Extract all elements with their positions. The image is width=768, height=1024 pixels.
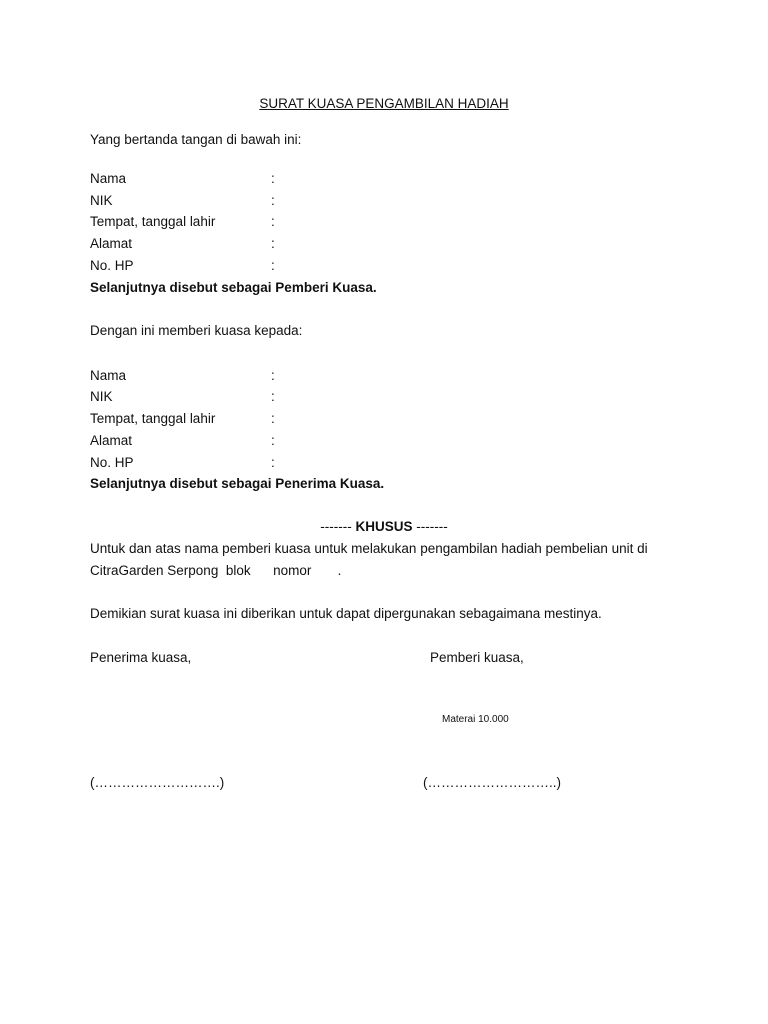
field-label-nama: Nama	[90, 368, 127, 383]
field-colon: :	[271, 368, 275, 383]
field-label-ttl: Tempat, tanggal lahir	[90, 411, 216, 426]
field-label-alamat: Alamat	[90, 236, 133, 251]
field-label-hp: No. HP	[90, 258, 134, 273]
body-line-1: Untuk dan atas nama pemberi kuasa untuk melakukan pengambilan hadiah pembelian unit di	[90, 541, 648, 556]
khusus-heading	[0, 520, 768, 534]
penerima-signature-line: (……………………….)	[90, 775, 225, 790]
field-label-ttl: Tempat, tanggal lahir	[90, 214, 216, 229]
intro-text: Yang bertanda tangan di bawah ini:	[90, 132, 302, 147]
field-colon: :	[271, 411, 275, 426]
khusus-label: KHUSUS	[355, 519, 413, 534]
field-label-nik: NIK	[90, 193, 113, 208]
field-colon: :	[271, 193, 275, 208]
field-label-nama: Nama	[90, 171, 127, 186]
field-colon: :	[271, 236, 275, 251]
body-line-2: CitraGarden Serpong blok nomor .	[90, 563, 342, 578]
materai-stamp-text: Materai 10.000	[442, 714, 509, 725]
pemberi-signature-line: (………………………..)	[423, 775, 561, 790]
khusus-prefix: -------	[320, 519, 356, 534]
field-label-hp: No. HP	[90, 455, 134, 470]
field-colon: :	[271, 455, 275, 470]
field-colon: :	[271, 171, 275, 186]
transition-text: Dengan ini memberi kuasa kepada:	[90, 323, 303, 338]
field-label-alamat: Alamat	[90, 433, 133, 448]
field-label-nik: NIK	[90, 389, 113, 404]
field-colon: :	[271, 433, 275, 448]
document-title: SURAT KUASA PENGAMBILAN HADIAH	[259, 96, 509, 111]
penerima-closing: Selanjutnya disebut sebagai Penerima Kuasa.	[90, 476, 385, 491]
pemberi-kuasa-label: Pemberi kuasa,	[430, 650, 524, 665]
khusus-suffix: -------	[412, 519, 448, 534]
field-colon: :	[271, 214, 275, 229]
field-colon: :	[271, 389, 275, 404]
field-colon: :	[271, 258, 275, 273]
penerima-kuasa-label: Penerima kuasa,	[90, 650, 192, 665]
pemberi-closing: Selanjutnya disebut sebagai Pemberi Kuasa.	[90, 280, 377, 295]
closing-statement: Demikian surat kuasa ini diberikan untuk dapat dipergunakan sebagaimana mestinya.	[90, 606, 602, 621]
